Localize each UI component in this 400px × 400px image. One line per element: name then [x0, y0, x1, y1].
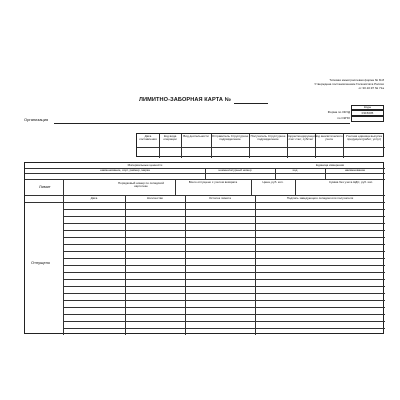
th-sender: Отправитель Структурное подразделение [211, 134, 249, 142]
remain-col-header: Остаток лимита [208, 196, 232, 200]
okpo-label: по ОКПО [337, 116, 350, 120]
form-note-2: Утверждена постановлением Госкомстата России [314, 82, 384, 86]
material-values-header: Материальные ценности [127, 163, 163, 167]
main-table [24, 162, 384, 334]
th-analytic-code: код аналитического учета [315, 134, 343, 142]
name-header: наименование, сорт, размер, марка [100, 168, 150, 172]
sum-header: Сумма без учета НДС, руб. коп. [328, 180, 374, 184]
page-title: ЛИМИТНО-ЗАБОРНАЯ КАРТА № [139, 97, 232, 103]
codes-label: Коды [363, 105, 372, 109]
th-receiver: Получатель Структурное подразделение [250, 134, 286, 142]
okud-value: 0315005 [361, 111, 374, 115]
warehouse-no-header: Порядковый номер по складской картотеке [118, 181, 164, 189]
okpo-cell[interactable] [351, 116, 384, 122]
unit-header: Единица измерения [315, 163, 345, 167]
unit-name-header: наименование [344, 168, 366, 172]
qty-col-header: Количество [146, 196, 164, 200]
th-activity: Вид деятельности [183, 134, 209, 138]
nomenclature-header: номенклатурный номер [218, 168, 252, 172]
limit-card-form [24, 76, 384, 334]
top-table [136, 133, 384, 157]
issued-label: Отпущено [31, 260, 51, 265]
limit-label: Лимит [39, 184, 51, 189]
th-op-code: Код вида операции [163, 134, 177, 142]
unit-code-header: код [292, 168, 298, 172]
th-date: Дата составления [139, 134, 157, 142]
org-label: Организация [24, 117, 49, 122]
form-note-1: Типовая межотраслевая форма № М-8 [329, 78, 384, 82]
th-unit: Учетная единица выпуска продукции (работ, услуг) [345, 134, 383, 142]
issued-total-header: Всего отпущено с учетом возврата [188, 180, 238, 184]
price-header: Цена, руб. коп. [262, 180, 284, 184]
date-col-header: Дата [90, 196, 98, 200]
okud-label: Форма по ОКУД [327, 110, 350, 114]
form-note-3: от 30.10.97 № 71а [358, 86, 384, 90]
th-corr-account: Корреспондирующий счет счет, субсчет [287, 134, 317, 142]
title-number-line [234, 103, 268, 104]
org-field[interactable] [54, 123, 350, 124]
sign-col-header: Подпись заведующего складом или получателя [286, 196, 354, 200]
